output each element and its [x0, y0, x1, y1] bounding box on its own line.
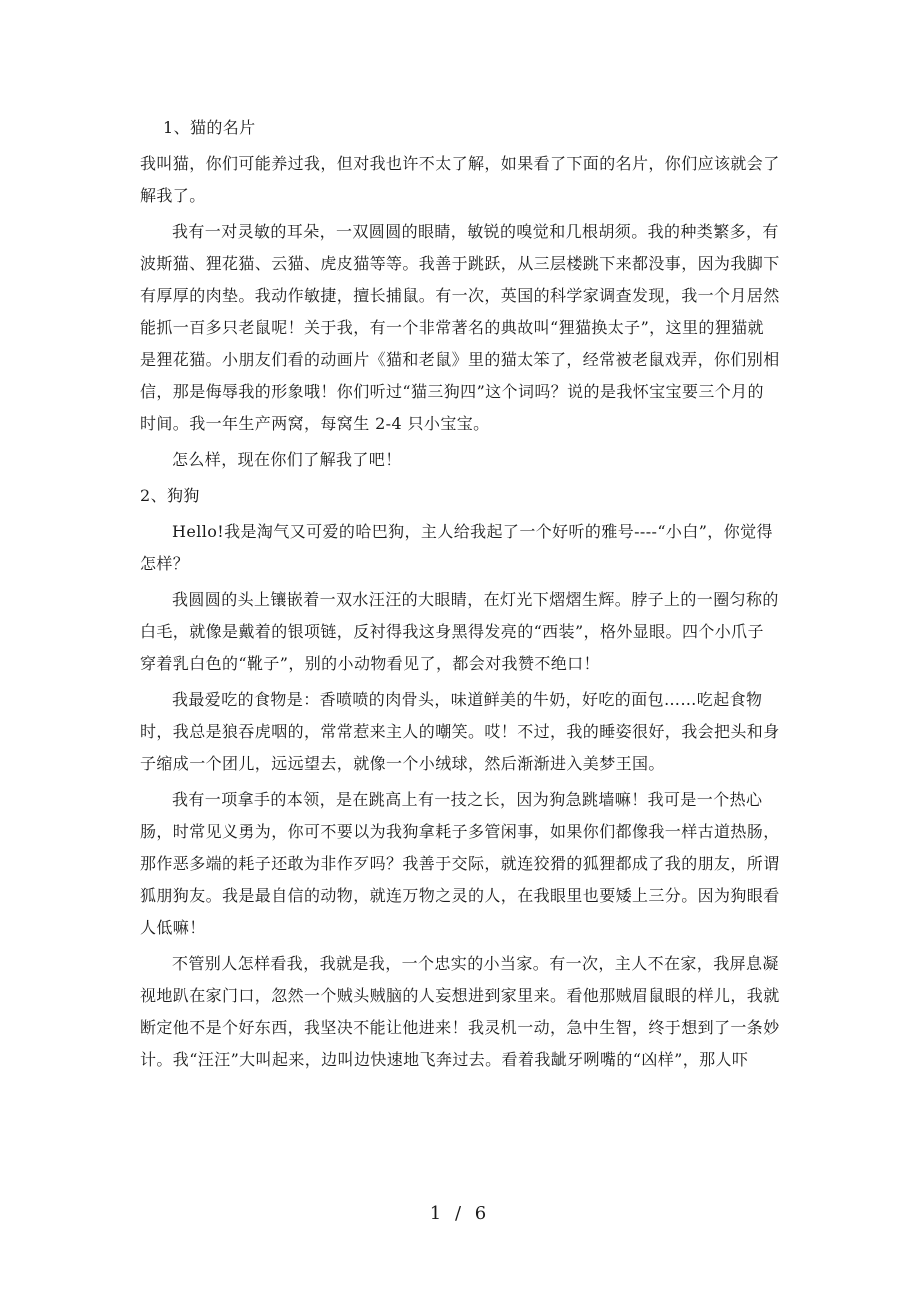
page-number: 1 / 6 — [429, 1203, 491, 1224]
paragraph: 不管别人怎样看我，我就是我，一个忠实的小当家。有一次，主人不在家，我屏息凝视地趴在家门口，忽然一个贼头贼脑的人妄想进到家里来。看他那贼眉鼠眼的样儿，我就断定他不是个好东西，我坚决不能让他进来！我灵机一动，急中生智，终于想到了一条妙计。我“汪汪”大叫起来，边叫边快速地飞奔过去。看着我龇牙咧嘴的“凶样”，那人吓 — [140, 954, 780, 1069]
paragraph: 我叫猫，你们可能养过我，但对我也许不太了解，如果看了下面的名片，你们应该就会了解我了。 — [140, 154, 780, 205]
paragraph: Hello!我是淘气又可爱的哈巴狗，主人给我起了一个好听的雅号----“小白”，你觉得怎样？ — [140, 522, 773, 573]
paragraph: 我最爱吃的食物是：香喷喷的肉骨头，味道鲜美的牛奶，好吃的面包……吃起食物时，我总是狼吞虎咽的，常常惹来主人的嘲笑。哎！不过，我的睡姿很好，我会把头和身子缩成一个团儿，远远望去，就像一个小绒球，然后渐渐进入美梦王国。 — [140, 690, 780, 773]
paragraph: 怎么样，现在你们了解我了吧！ — [172, 450, 402, 469]
paragraph: 我有一对灵敏的耳朵，一双圆圆的眼睛，敏锐的嗅觉和几根胡须。我的种类繁多，有波斯猫、狸花猫、云猫、虎皮猫等等。我善于跳跃，从三层楼跳下来都没事，因为我脚下有厚厚的肉垫。我动作敏捷，擅长捕鼠。有一次，英国的科学家调查发现，我一个月居然能抓一百多只老鼠呢！关于我，有一个非常著名的典故叫“狸猫换太子”，这里的狸猫就是狸花猫。小朋友们看的动画片《猫和老鼠》里的猫太笨了，经常被老鼠戏弄，你们别相信，那是侮辱我的形象哦！你们听过“猫三狗四”这个词吗？说的是我怀宝宝要三个月的时间。我一年生产两窝，每窝生 2-4 只小宝宝。 — [140, 222, 780, 433]
paragraph: 我圆圆的头上镶嵌着一双水汪汪的大眼睛，在灯光下熠熠生辉。脖子上的一圈匀称的白毛，就像是戴着的银项链，反衬得我这身黑得发亮的“西装”，格外显眼。四个小爪子穿着乳白色的“靴子”，别的小动物看见了，都会对我赞不绝口！ — [140, 590, 779, 673]
section-heading-dog: 2、狗狗 — [140, 486, 200, 505]
paragraph: 我有一项拿手的本领，是在跳高上有一技之长，因为狗急跳墙嘛！我可是一个热心肠，时常见义勇为，你可不要以为我狗拿耗子多管闲事，如果你们都像我一样古道热肠，那作恶多端的耗子还敢为非作歹吗？我善于交际，就连狡猾的狐狸都成了我的朋友，所谓狐朋狗友。我是最自信的动物，就连万物之灵的人，在我眼里也要矮上三分。因为狗眼看人低嘛！ — [140, 790, 780, 937]
document-body — [140, 112, 780, 1080]
section-heading-cat: 1、猫的名片 — [163, 118, 256, 137]
